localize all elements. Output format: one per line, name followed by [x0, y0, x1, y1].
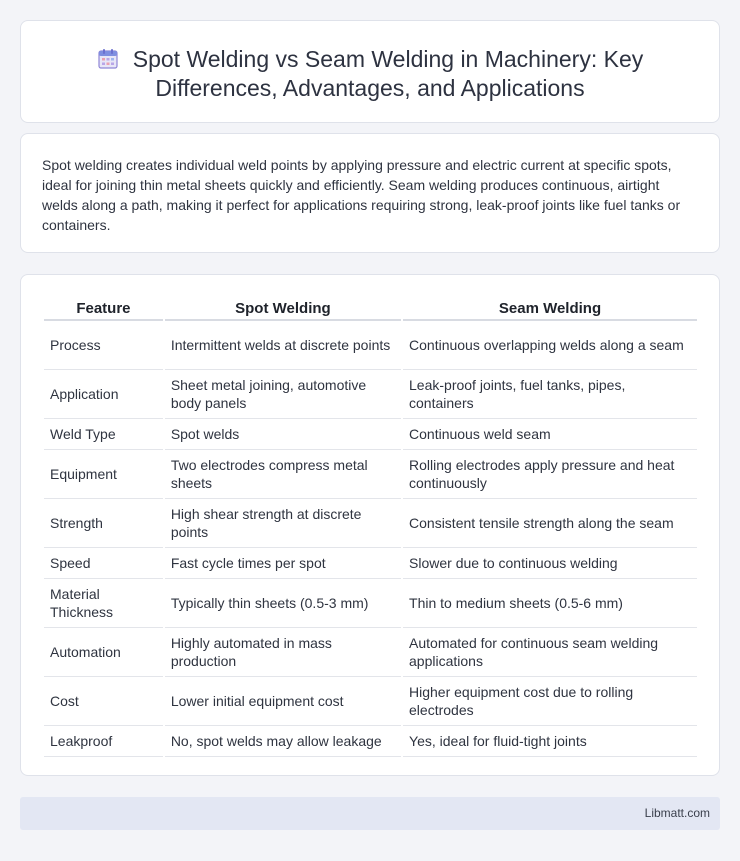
row-seam: Thin to medium sheets (0.5-6 mm): [403, 579, 697, 628]
footer-brand-link[interactable]: Libmatt.com: [644, 806, 710, 820]
row-seam: Continuous overlapping welds along a seam: [403, 321, 697, 370]
calendar-icon: [97, 48, 119, 70]
row-spot: Intermittent welds at discrete points: [165, 321, 401, 370]
title-text-1: Spot Welding vs Seam Welding in Machinery: Key: [132, 46, 644, 72]
row-seam: Leak-proof joints, fuel tanks, pipes, containers: [403, 370, 697, 419]
row-spot: Highly automated in mass production: [165, 628, 401, 677]
title-card: [20, 20, 720, 123]
page-title: [21, 45, 719, 103]
row-feature: Material Thickness: [44, 579, 163, 628]
table-row: [44, 450, 697, 499]
title-line-2: Differences, Advantages, and Applications: [155, 75, 585, 101]
intro-paragraph: Spot welding creates individual weld points by applying pressure and electric current at specific spots, ideal for joining thin metal sheets quickly and efficiently. Seam welding produces continuous, airtight welds along a path, making it perfect for applications requiring strong, leak-proof joints like fuel tanks or containers.: [42, 157, 681, 233]
row-seam: Automated for continuous seam welding applications: [403, 628, 697, 677]
row-spot: No, spot welds may allow leakage: [165, 726, 401, 757]
row-spot: Spot welds: [165, 419, 401, 450]
row-feature: Application: [44, 370, 163, 419]
row-seam: Consistent tensile strength along the seam: [403, 499, 697, 548]
row-feature: Process: [44, 321, 163, 370]
table-row: [44, 726, 697, 757]
row-seam: Continuous weld seam: [403, 419, 697, 450]
row-seam: Rolling electrodes apply pressure and heat continuously: [403, 450, 697, 499]
row-feature: Speed: [44, 548, 163, 579]
table-row: [44, 499, 697, 548]
row-feature: Weld Type: [44, 419, 163, 450]
row-spot: Sheet metal joining, automotive body panels: [165, 370, 401, 419]
table-row: [44, 370, 697, 419]
intro-card: [20, 133, 720, 253]
footer-bar: [20, 797, 720, 830]
row-spot: Typically thin sheets (0.5-3 mm): [165, 579, 401, 628]
comparison-table: [42, 293, 699, 757]
row-spot: Lower initial equipment cost: [165, 677, 401, 726]
table-header-row: [44, 293, 697, 321]
title-line-1: [21, 45, 719, 74]
header-seam-welding: Seam Welding: [403, 293, 697, 321]
table-row: [44, 579, 697, 628]
table-row: [44, 628, 697, 677]
table-row: [44, 677, 697, 726]
row-feature: Cost: [44, 677, 163, 726]
row-feature: Strength: [44, 499, 163, 548]
header-feature: Feature: [44, 293, 163, 321]
row-seam: Yes, ideal for fluid-tight joints: [403, 726, 697, 757]
row-seam: Higher equipment cost due to rolling electrodes: [403, 677, 697, 726]
table-row: [44, 419, 697, 450]
table-row: [44, 321, 697, 370]
comparison-card: [20, 274, 720, 776]
row-spot: High shear strength at discrete points: [165, 499, 401, 548]
row-feature: Leakproof: [44, 726, 163, 757]
table-row: [44, 548, 697, 579]
row-feature: Equipment: [44, 450, 163, 499]
row-spot: Fast cycle times per spot: [165, 548, 401, 579]
header-spot-welding: Spot Welding: [165, 293, 401, 321]
row-seam: Slower due to continuous welding: [403, 548, 697, 579]
row-feature: Automation: [44, 628, 163, 677]
row-spot: Two electrodes compress metal sheets: [165, 450, 401, 499]
